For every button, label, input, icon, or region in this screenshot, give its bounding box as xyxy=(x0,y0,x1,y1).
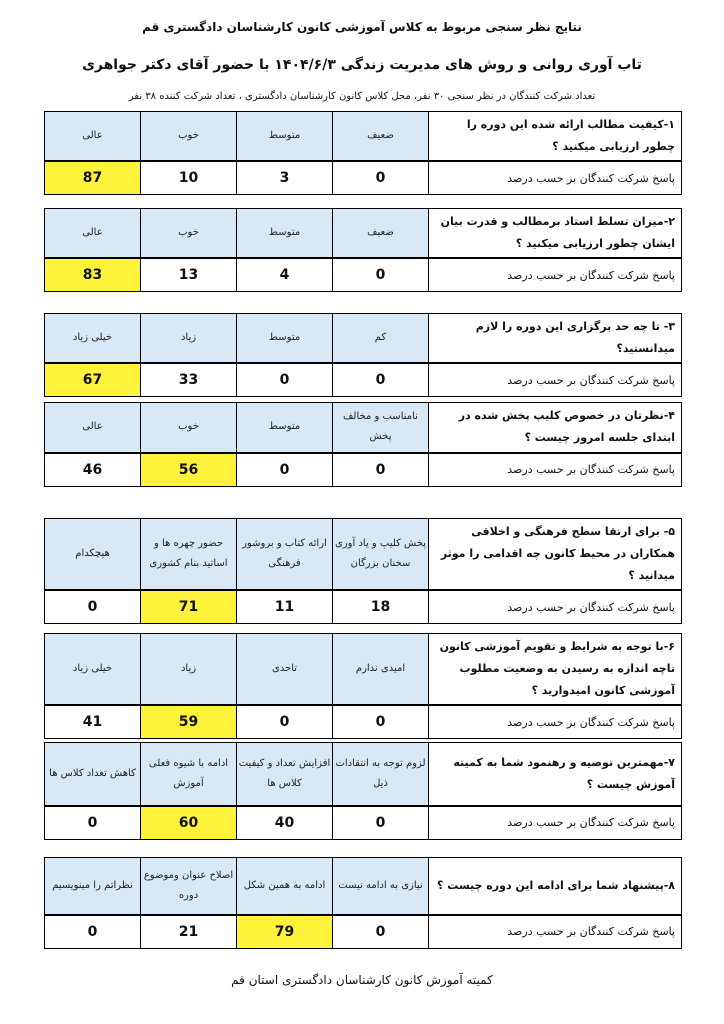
response-label: پاسخ شرکت کنندگان بر حسب درصد xyxy=(429,161,682,195)
option-label: عالی xyxy=(45,112,141,162)
option-label: پخش کلیپ و یاد آوری سخنان بزرگان xyxy=(333,519,429,591)
percent-value: 40 xyxy=(237,806,333,840)
question-table xyxy=(44,402,682,487)
response-label: پاسخ شرکت کنندگان بر حسب درصد xyxy=(429,915,682,949)
option-label: خوب xyxy=(141,403,237,453)
question-table xyxy=(44,633,682,739)
percent-value: 59 xyxy=(141,705,237,739)
option-label: هیچکدام xyxy=(45,519,141,591)
option-label: متوسط xyxy=(237,112,333,162)
option-label: عالی xyxy=(45,209,141,259)
percent-value: 13 xyxy=(141,258,237,292)
response-label: پاسخ شرکت کنندگان بر حسب درصد xyxy=(429,590,682,624)
option-label: زیاد xyxy=(141,314,237,364)
option-label: ضعیف xyxy=(333,209,429,259)
option-label: اصلاح عنوان وموضوع دوره xyxy=(141,858,237,915)
question-text: ۶-با توجه به شرایط و تقویم آموزشی کانون تاچه اندازه به رسیدن به وضعیت مطلوب آموزشی کانون امیدوارید ؟ xyxy=(429,634,682,706)
question-table xyxy=(44,857,682,949)
percent-value: 0 xyxy=(333,806,429,840)
option-label: خوب xyxy=(141,112,237,162)
option-label: زیاد xyxy=(141,634,237,706)
question-text: ۷-مهمترین توصیه و رهنمود شما به کمیته آموزش چیست ؟ xyxy=(429,743,682,806)
percent-value: 0 xyxy=(45,915,141,949)
response-label: پاسخ شرکت کنندگان بر حسب درصد xyxy=(429,363,682,397)
option-label: متوسط xyxy=(237,403,333,453)
percent-value: 0 xyxy=(237,453,333,487)
percent-value: 0 xyxy=(333,363,429,397)
option-label: کم xyxy=(333,314,429,364)
percent-value: 60 xyxy=(141,806,237,840)
percent-value: 0 xyxy=(45,590,141,624)
option-label: تاحدی xyxy=(237,634,333,706)
percent-value: 79 xyxy=(237,915,333,949)
option-label: ادامه با شیوه فعلی آموزش xyxy=(141,743,237,806)
footer-committee: کمیته آموزش کانون کارشناسان دادگستری استان قم xyxy=(231,973,493,987)
percent-value: 0 xyxy=(333,258,429,292)
percent-value: 0 xyxy=(45,806,141,840)
question-text: ۳- تا چه حد برگزاری این دوره را لازم میدانستید؟ xyxy=(429,314,682,364)
option-label: ضعیف xyxy=(333,112,429,162)
option-label: افزایش تعداد و کیفیت کلاس ها xyxy=(237,743,333,806)
response-label: پاسخ شرکت کنندگان بر حسب درصد xyxy=(429,806,682,840)
percent-value: 21 xyxy=(141,915,237,949)
question-text: ۸-پیشنهاد شما برای ادامه این دوره چیست ؟ xyxy=(429,858,682,915)
percent-value: 41 xyxy=(45,705,141,739)
percent-value: 83 xyxy=(45,258,141,292)
option-label: حضور چهره ها و اساتید بنام کشوری xyxy=(141,519,237,591)
percent-value: 67 xyxy=(45,363,141,397)
course-title: تاب آوری روانی و روش های مدیریت زندگی ۱۴۰۴/۶/۳ با حضور آقای دکتر جواهری xyxy=(82,57,642,73)
participants-info: تعداد شرکت کنندگان در نظر سنجی ۳۰ نفر، محل کلاس کانون کارشناسان دادگستری ، تعداد شرکت کننده ۳۸ نفر xyxy=(128,91,596,102)
option-label: خوب xyxy=(141,209,237,259)
option-label: نیازی به ادامه نیست xyxy=(333,858,429,915)
percent-value: 4 xyxy=(237,258,333,292)
percent-value: 0 xyxy=(333,915,429,949)
option-label: متوسط xyxy=(237,314,333,364)
option-label: عالی xyxy=(45,403,141,453)
option-label: متوسط xyxy=(237,209,333,259)
option-label: لزوم توجه به انتقادات ذیل xyxy=(333,743,429,806)
question-table xyxy=(44,518,682,624)
option-label: ادامه به همین شکل xyxy=(237,858,333,915)
percent-value: 87 xyxy=(45,161,141,195)
percent-value: 33 xyxy=(141,363,237,397)
percent-value: 18 xyxy=(333,590,429,624)
question-text: ۵- برای ارتقا سطح فرهنگی و اخلاقی همکاران در محیط کانون چه اقدامی را موثر میدانید ؟ xyxy=(429,519,682,591)
percent-value: 56 xyxy=(141,453,237,487)
percent-value: 3 xyxy=(237,161,333,195)
option-label: کاهش تعداد کلاس ها xyxy=(45,743,141,806)
question-text: ۱-کیفیت مطالب ارائه شده این دوره را چطور ارزیابی میکنید ؟ xyxy=(429,112,682,162)
option-label: نظراتم را مینویسیم xyxy=(45,858,141,915)
question-text: ۴-نظرتان در خصوص کلیپ پخش شده در ابتدای جلسه امروز چیست ؟ xyxy=(429,403,682,453)
question-table xyxy=(44,313,682,397)
question-text: ۲-میزان تسلط استاد برمطالب و قدرت بیان ایشان چطور ارزیابی میکنید ؟ xyxy=(429,209,682,259)
percent-value: 0 xyxy=(333,161,429,195)
percent-value: 46 xyxy=(45,453,141,487)
response-label: پاسخ شرکت کنندگان بر حسب درصد xyxy=(429,258,682,292)
percent-value: 10 xyxy=(141,161,237,195)
response-label: پاسخ شرکت کنندگان بر حسب درصد xyxy=(429,453,682,487)
option-label: خیلی زیاد xyxy=(45,634,141,706)
report-title: نتایج نظر سنجی مربوط به کلاس آموزشی کانون کارشناسان دادگستری قم xyxy=(142,20,582,34)
option-label: امیدی ندارم xyxy=(333,634,429,706)
percent-value: 0 xyxy=(333,453,429,487)
option-label: خیلی زیاد xyxy=(45,314,141,364)
percent-value: 11 xyxy=(237,590,333,624)
percent-value: 0 xyxy=(237,705,333,739)
response-label: پاسخ شرکت کنندگان بر حسب درصد xyxy=(429,705,682,739)
option-label: ارائه کتاب و بروشور فرهنگی xyxy=(237,519,333,591)
percent-value: 0 xyxy=(333,705,429,739)
question-table xyxy=(44,208,682,292)
question-table xyxy=(44,111,682,195)
option-label: نامناسب و مخالف پخش xyxy=(333,403,429,453)
percent-value: 0 xyxy=(237,363,333,397)
question-table xyxy=(44,742,682,840)
percent-value: 71 xyxy=(141,590,237,624)
